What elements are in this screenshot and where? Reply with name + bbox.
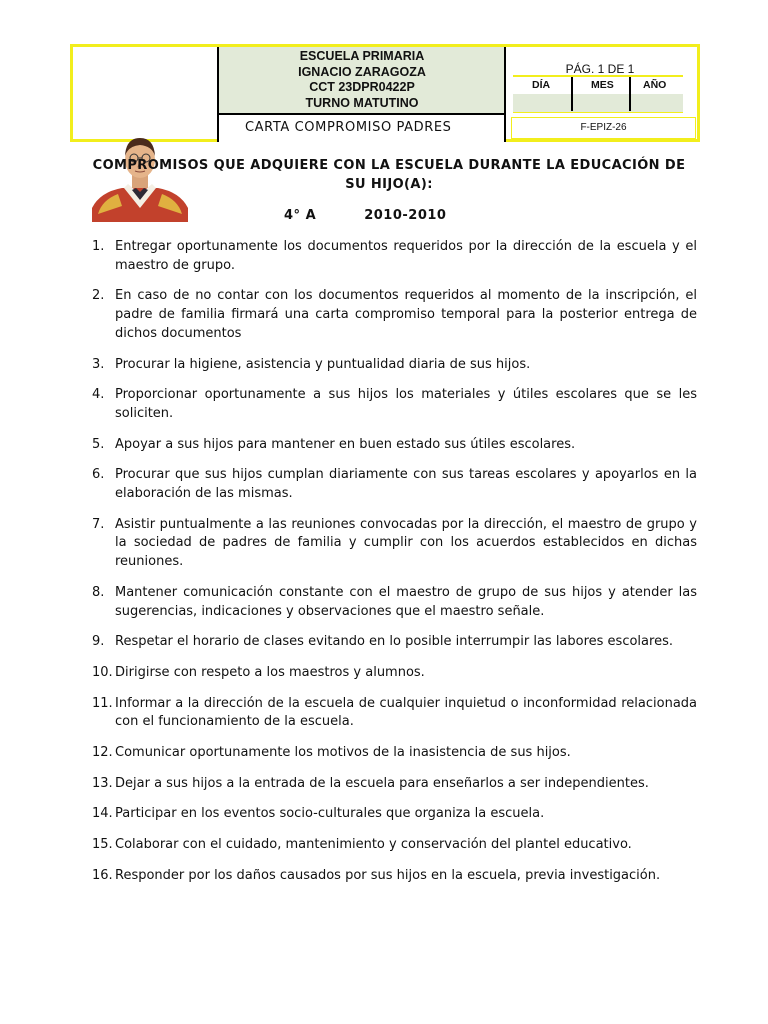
school-line-4: TURNO MATUTINO — [305, 95, 419, 110]
commitments-heading: COMPROMISOS QUE ADQUIERE CON LA ESCUELA DURANTE LA EDUCACIÓN DE SU HIJO(A): — [92, 158, 686, 192]
header-table — [70, 44, 700, 142]
item-number: 15. — [92, 837, 113, 853]
list-item — [92, 744, 697, 763]
date-day-header: DÍA — [532, 79, 551, 91]
grade-line — [284, 208, 504, 223]
list-item — [92, 584, 697, 621]
school-info — [219, 47, 505, 113]
item-number: 10. — [92, 664, 113, 680]
list-item — [92, 867, 697, 886]
school-line-1: ESCUELA PRIMARIA — [299, 49, 425, 63]
date-month-header: MES — [591, 79, 614, 91]
item-text: Comunicar oportunamente los motivos de la inasistencia de sus hijos. — [115, 745, 571, 761]
date-grid — [513, 75, 683, 113]
item-number: 6. — [92, 467, 105, 483]
list-item — [92, 466, 697, 503]
item-text: Proporcionar oportunamente a sus hijos los materiales y útiles escolares que se les soliciten. — [115, 387, 697, 421]
item-text: Responder por los daños causados por sus hijos en la escuela, previa investigación. — [115, 867, 661, 883]
page-number: PÁG. 1 DE 1 — [565, 62, 635, 76]
school-years: 2010-2010 — [364, 208, 447, 223]
item-number: 5. — [92, 436, 105, 452]
item-number: 2. — [92, 288, 105, 304]
school-line-3: CCT 23DPR0422P — [309, 80, 415, 94]
item-number: 1. — [92, 239, 105, 254]
item-text: Participar en los eventos socio-culturales que organiza la escuela. — [115, 806, 545, 822]
item-text: Entregar oportunamente los documentos requeridos por la dirección de la escuela y el maestro de grupo. — [115, 239, 697, 273]
logo-cell — [73, 47, 218, 139]
item-text: Procurar la higiene, asistencia y puntualidad diaria de sus hijos. — [115, 356, 531, 372]
list-item — [92, 238, 697, 275]
item-number: 11. — [92, 695, 113, 711]
list-item — [92, 664, 697, 683]
list-item — [92, 516, 697, 572]
item-text: Procurar que sus hijos cumplan diariamente con sus tareas escolares y apoyarlos en la elaboración de las mismas. — [115, 467, 697, 502]
item-number: 4. — [92, 387, 105, 403]
document-title: CARTA COMPROMISO PADRES — [219, 113, 505, 142]
list-item — [92, 386, 697, 423]
grade-group: 4° A — [284, 208, 317, 223]
item-text: Colaborar con el cuidado, mantenimiento y conservación del plantel educativo. — [115, 837, 632, 853]
item-number: 14. — [92, 806, 113, 822]
list-item — [92, 356, 697, 375]
item-text: Mantener comunicación constante con el maestro de grupo de sus hijos y atender las sugerencias, indicaciones y observaciones que el maestro señale. — [115, 584, 697, 619]
list-item — [92, 287, 697, 343]
item-number: 9. — [92, 634, 105, 650]
item-number: 12. — [92, 745, 113, 761]
item-text: Apoyar a sus hijos para mantener en buen estado sus útiles escolares. — [115, 436, 576, 452]
list-item — [92, 836, 697, 855]
item-text: En caso de no contar con los documentos requeridos al momento de la inscripción, el padre de familia firmará una carta compromiso temporal para la posterior entrega de dichos documentos — [115, 288, 697, 341]
item-text: Asistir puntualmente a las reuniones convocadas por la dirección, el maestro de grupo y la sociedad de padres de familia y cumplir con los acuerdos establecidos en dichas reuniones. — [115, 516, 697, 570]
list-item — [92, 695, 697, 732]
list-item — [92, 775, 697, 794]
page-date-block — [506, 47, 700, 142]
date-year-header: AÑO — [643, 79, 667, 91]
item-number: 8. — [92, 584, 105, 600]
list-item — [92, 436, 697, 455]
item-number: 3. — [92, 356, 105, 372]
item-number: 7. — [92, 516, 105, 532]
list-item — [92, 805, 697, 824]
item-number: 16. — [92, 867, 113, 883]
item-text: Informar a la dirección de la escuela de cualquier inquietud o inconformidad relacionada con el funcionamiento de la escuela. — [115, 695, 697, 730]
list-item — [92, 633, 697, 652]
item-text: Dirigirse con respeto a los maestros y alumnos. — [115, 664, 425, 680]
item-number: 13. — [92, 775, 113, 791]
item-text: Respetar el horario de clases evitando en lo posible interrumpir las labores escolares. — [115, 634, 673, 650]
item-text: Dejar a sus hijos a la entrada de la escuela para enseñarlos a ser independientes. — [115, 775, 649, 791]
form-code: F-EPIZ-26 — [511, 117, 696, 139]
school-line-2: IGNACIO ZARAGOZA — [298, 64, 426, 79]
date-fill-row — [513, 94, 683, 112]
commitments-list — [92, 238, 697, 886]
